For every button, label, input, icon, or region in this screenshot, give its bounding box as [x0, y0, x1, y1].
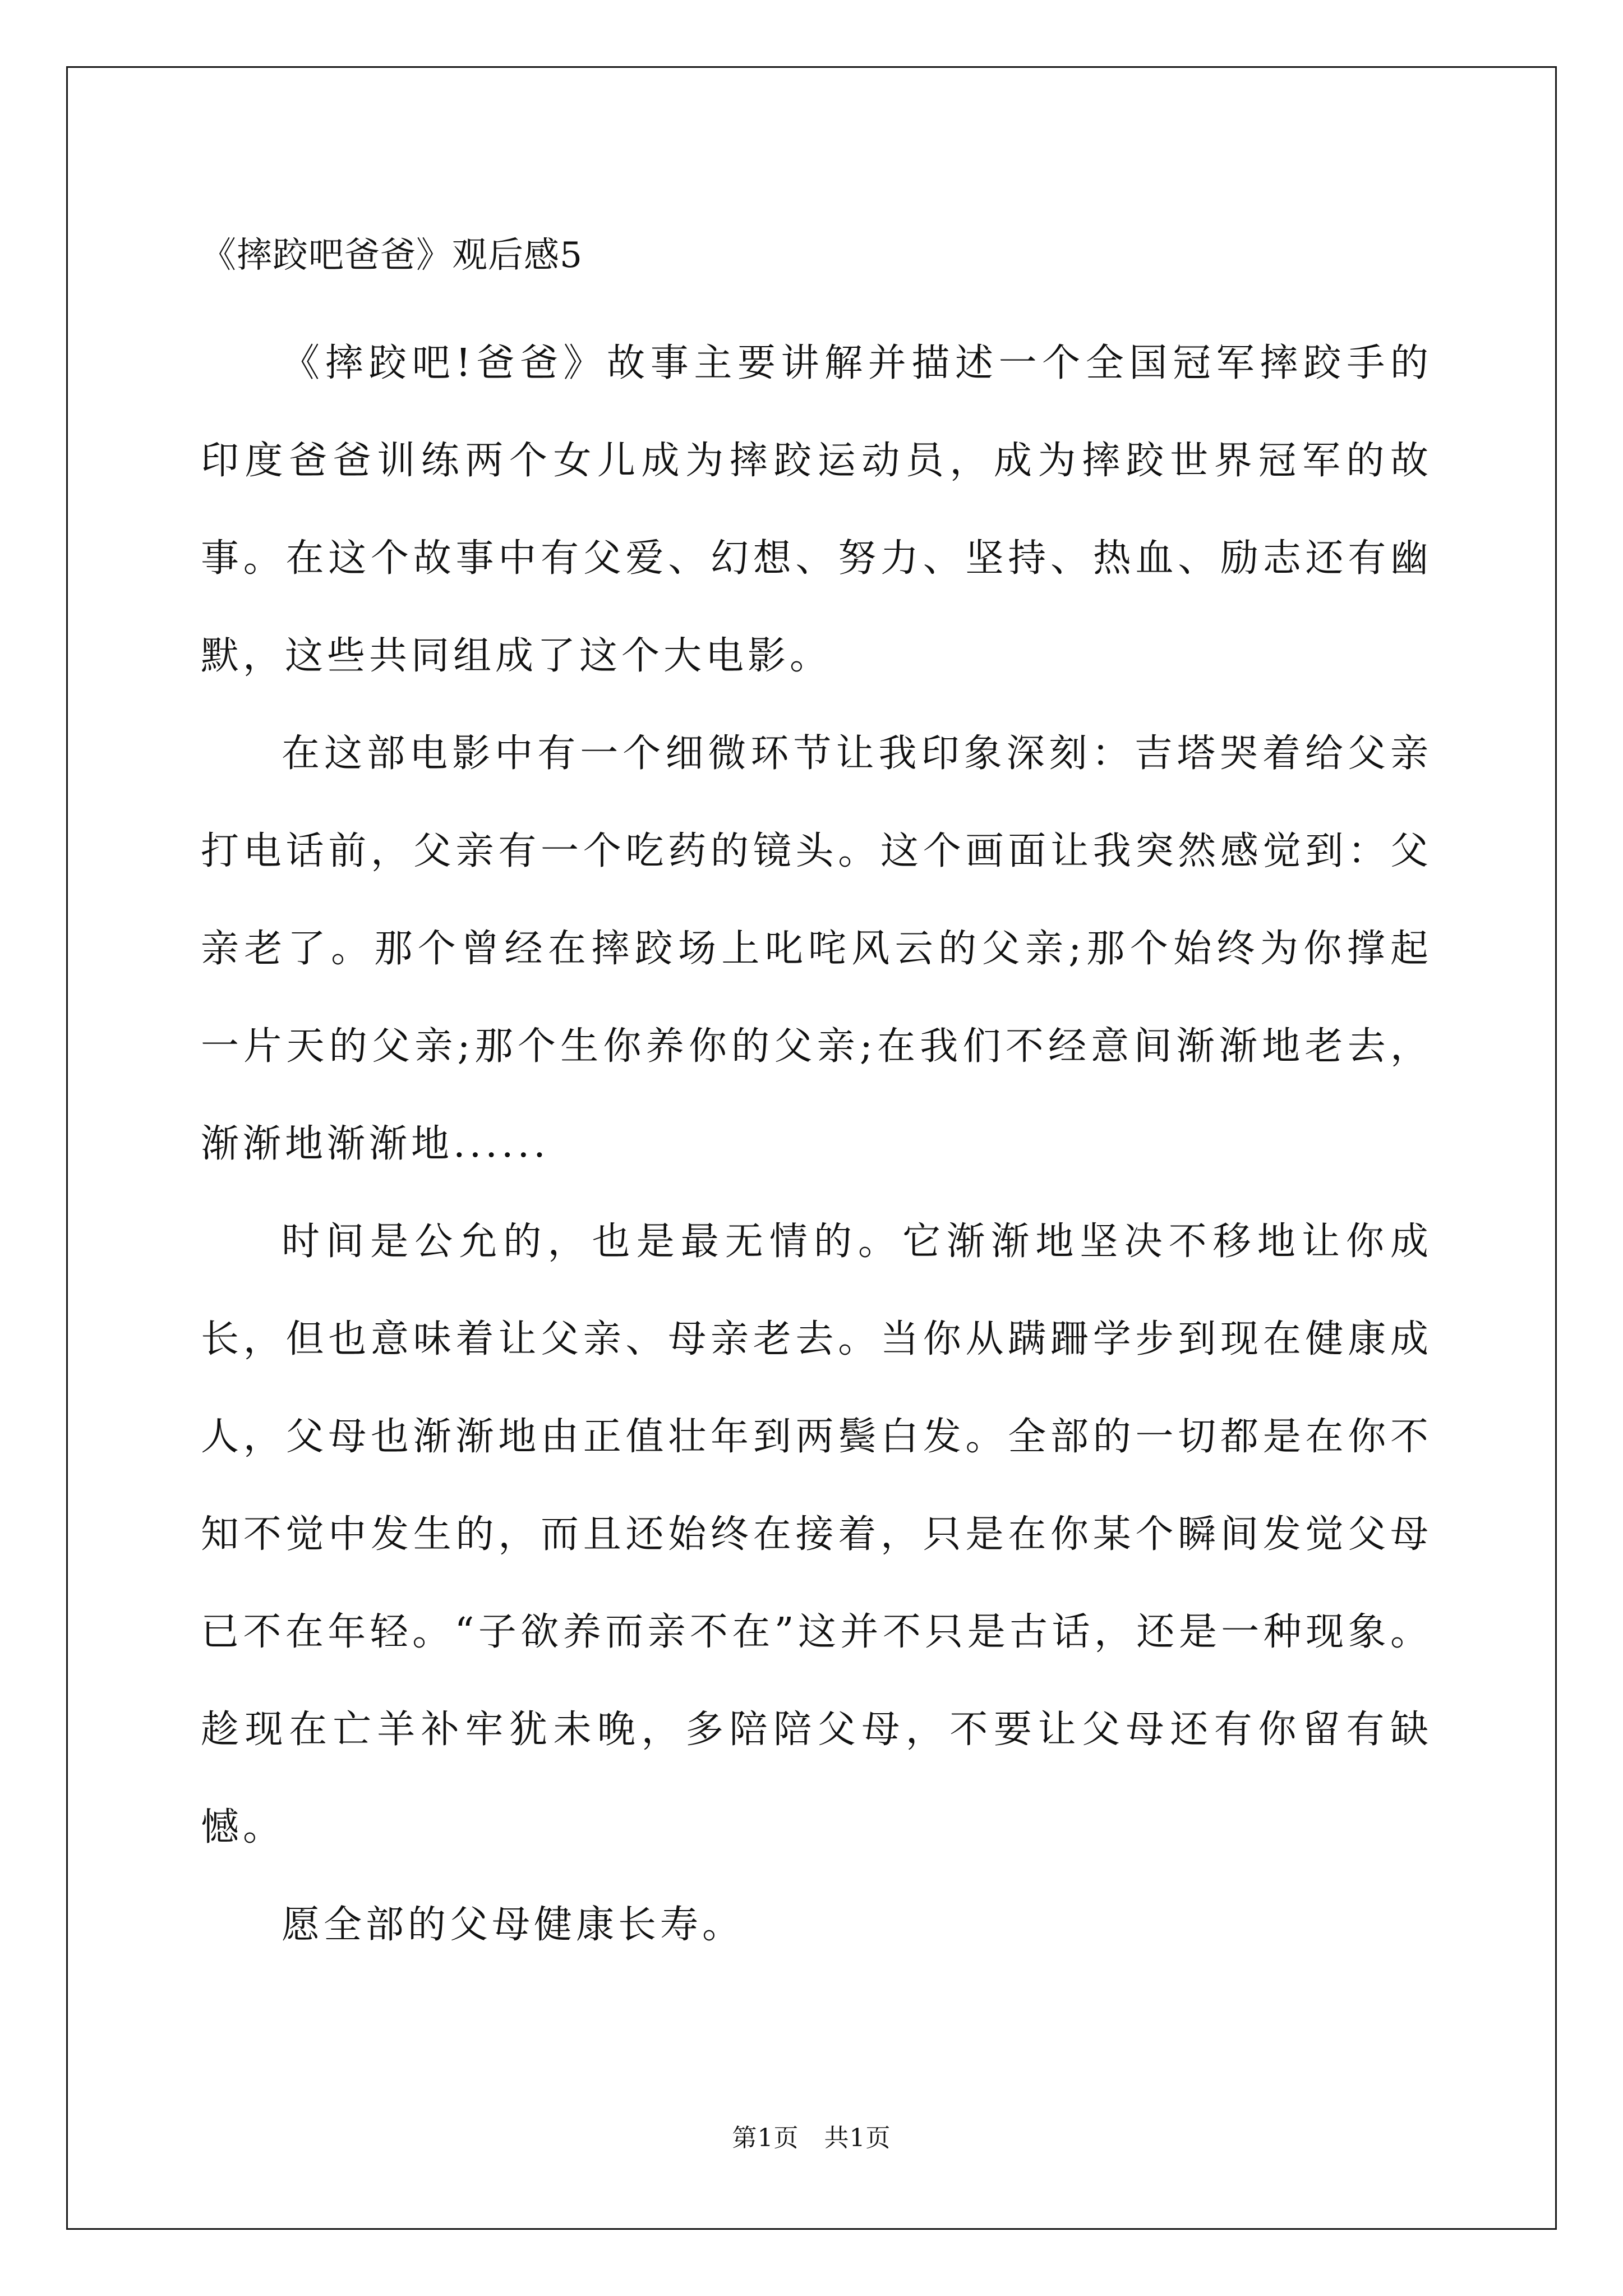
- paragraph-4: 愿全部的父母健康长寿。: [282, 1903, 745, 1947]
- page-footer: [0, 2122, 1623, 2155]
- document-body: [201, 222, 1432, 1974]
- paragraph-1: 《摔跤吧!爸爸》故事主要讲解并描述一个全国冠军摔跤手的印度爸爸训练两个女儿成为摔跤运动员，成为摔跤世界冠军的故事。在这个故事中有父爱、幻想、努力、坚持、热血、励志还有幽默，这些共同组成了这个大电影。: [201, 341, 1432, 678]
- paragraph-3: 时间是公允的，也是最无情的。它渐渐地坚决不移地让你成长，但也意味着让父亲、母亲老去。当你从蹒跚学步到现在健康成人，父母也渐渐地由正值壮年到两鬓白发。全部的一切都是在你不知不觉中发生的，而且还始终在接着，只是在你某个瞬间发觉父母已不在年轻。“子欲养而亲不在”这并不只是古话，还是一种现象。趁现在亡羊补牢犹未晚，多陪陪父母，不要让父母还有你留有缺憾。: [201, 1220, 1432, 1849]
- page-total: 共1页: [824, 2124, 891, 2152]
- page-number: 第1页: [732, 2124, 799, 2152]
- paragraph-2: 在这部电影中有一个细微环节让我印象深刻：吉塔哭着给父亲打电话前，父亲有一个吃药的镜头。这个画面让我突然感觉到：父亲老了。那个曾经在摔跤场上叱咤风云的父亲;那个始终为你撑起一片天的父亲;那个生你养你的父亲;在我们不经意间渐渐地老去，渐渐地渐渐地......: [201, 731, 1432, 1166]
- document-title: 《摔跤吧爸爸》观后感5: [201, 234, 583, 275]
- footer-spacer: [799, 2124, 824, 2152]
